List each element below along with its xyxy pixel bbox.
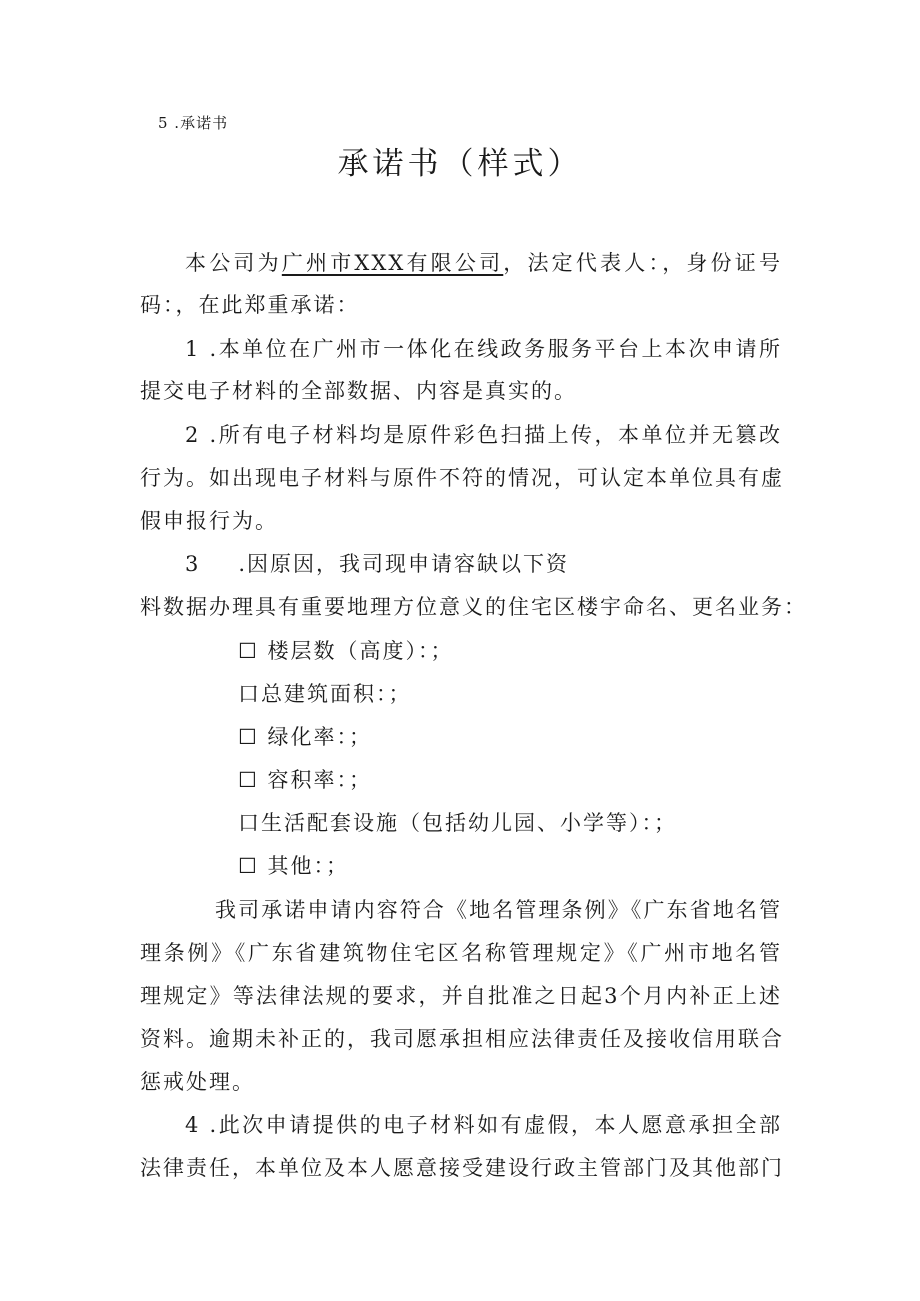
checklist-item-green-ratio: ☐ 绿化率：； xyxy=(238,725,373,749)
intro-line-2: 码：，在此郑重承诺： xyxy=(140,293,360,317)
item-2-line-2: 行为。如出现电子材料与原件不符的情况，可认定本单位具有虚 xyxy=(140,466,784,490)
section-label: 5 .承诺书 xyxy=(158,114,229,132)
commitment-line-2: 理条例》《广东省建筑物住宅区名称管理规定》《广州市地名管 xyxy=(140,941,782,965)
item-2-line-3: 假申报行为。 xyxy=(140,509,278,533)
checklist-item-floor-area: 口总建筑面积：； xyxy=(238,682,412,706)
item-3-number: 3 xyxy=(185,552,201,576)
intro-text-end: ，法定代表人：，身份证号 xyxy=(503,251,782,275)
commitment-line-5: 惩戒处理。 xyxy=(140,1070,255,1094)
item-3-line-1 xyxy=(185,550,782,578)
checklist-item-other: ☐ 其他：； xyxy=(238,854,350,878)
item-4-line-2: 法律责任，本单位及本人愿意接受建设行政主管部门及其他部门 xyxy=(140,1156,784,1180)
intro-text-start: 本公司为 xyxy=(185,251,282,275)
checklist-item-floors: ☐ 楼层数（高度）：； xyxy=(238,639,454,663)
commitment-line-4: 资料。逾期未补正的，我司愿承担相应法律责任及接收信用联合 xyxy=(140,1027,784,1051)
item-1-line-1: 1 .本单位在广州市一体化在线政务服务平台上本次申请所 xyxy=(185,337,782,361)
item-2-line-1: 2 .所有电子材料均是原件彩色扫描上传，本单位并无篡改 xyxy=(185,423,782,447)
item-1-line-2: 提交电子材料的全部数据、内容是真实的。 xyxy=(140,379,577,403)
checklist-item-plot-ratio: ☐ 容积率：； xyxy=(238,768,373,792)
commitment-line-3: 理规定》等法律法规的要求，并自批准之日起3个月内补正上述 xyxy=(140,984,782,1008)
page-title: 承诺书（样式） xyxy=(337,146,583,182)
item-4-line-1: 4 .此次申请提供的电子材料如有虚假，本人愿意承担全部 xyxy=(185,1113,782,1137)
intro-line-1 xyxy=(185,249,782,277)
checklist-item-facilities: 口生活配套设施（包括幼儿园、小学等）：； xyxy=(238,811,677,835)
item-3-line-2: 料数据办理具有重要地理方位意义的住宅区楼宇命名、更名业务： xyxy=(140,595,807,619)
item-3-text: .因原因，我司现申请容缺以下资 xyxy=(238,552,570,576)
commitment-line-1: 我司承诺申请内容符合《地名管理条例》《广东省地名管 xyxy=(215,898,782,922)
company-name: 广州市XXX有限公司 xyxy=(281,251,504,275)
